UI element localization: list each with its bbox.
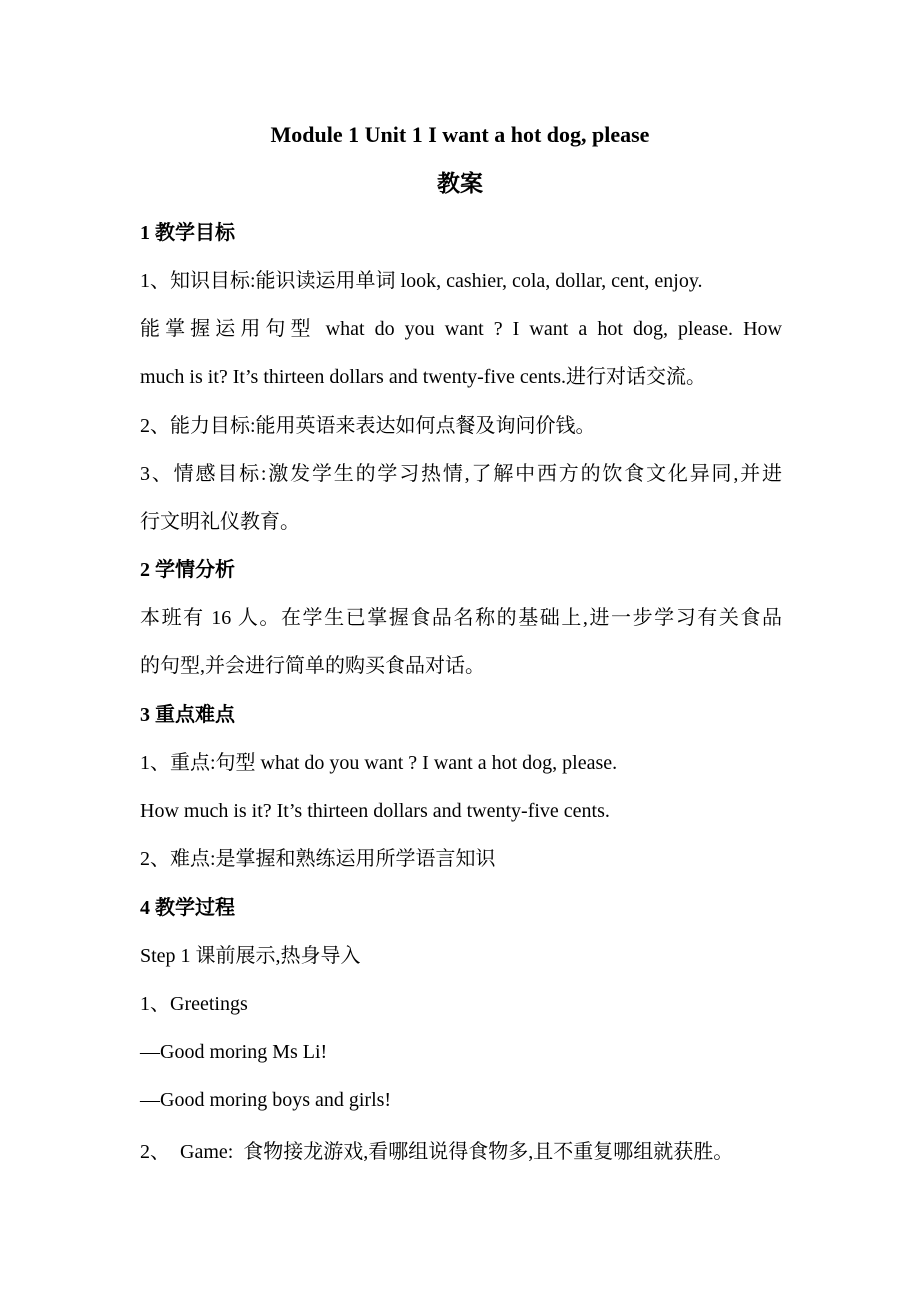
paragraph-line: Step 1 课前展示,热身导入	[140, 945, 361, 967]
paragraph-line: 本班有 16 人。在学生已掌握食品名称的基础上,进一步学习有关食品	[140, 607, 782, 629]
document-subtitle: 教案	[437, 171, 483, 196]
paragraph-line: —Good moring Ms Li!	[140, 1041, 328, 1063]
section-heading: 3 重点难点	[140, 704, 235, 726]
section-heading: 1 教学目标	[140, 222, 235, 244]
paragraph-line: much is it? It’s thirteen dollars and twenty-five cents.进行对话交流。	[140, 366, 706, 388]
paragraph-line: 2、难点:是掌握和熟练运用所学语言知识	[140, 848, 496, 870]
paragraph-line: 3、情感目标:激发学生的学习热情,了解中西方的饮食文化异同,并进	[140, 463, 782, 485]
paragraph-line: 1、知识目标:能识读运用单词 look, cashier, cola, dollar, cent, enjoy.	[140, 270, 703, 292]
section-heading: 2 学情分析	[140, 559, 235, 581]
paragraph-line: 2、 Game: 食物接龙游戏,看哪组说得食物多,且不重复哪组就获胜。	[140, 1141, 734, 1163]
paragraph-line: How much is it? It’s thirteen dollars and twenty-five cents.	[140, 800, 610, 822]
section-heading: 4 教学过程	[140, 897, 235, 919]
paragraph-line: 的句型,并会进行简单的购买食品对话。	[140, 655, 485, 677]
paragraph-line: 1、重点:句型 what do you want ? I want a hot dog, please.	[140, 752, 618, 774]
paragraph-line: 1、Greetings	[140, 993, 248, 1015]
paragraph-line: 能掌握运用句型 what do you want ? I want a hot dog, please. How	[140, 318, 782, 340]
paragraph-line: 行文明礼仪教育。	[140, 511, 300, 533]
document-title: Module 1 Unit 1 I want a hot dog, please	[270, 122, 650, 147]
paragraph-line: 2、能力目标:能用英语来表达如何点餐及询问价钱。	[140, 415, 596, 437]
paragraph-line: —Good moring boys and girls!	[140, 1089, 392, 1111]
